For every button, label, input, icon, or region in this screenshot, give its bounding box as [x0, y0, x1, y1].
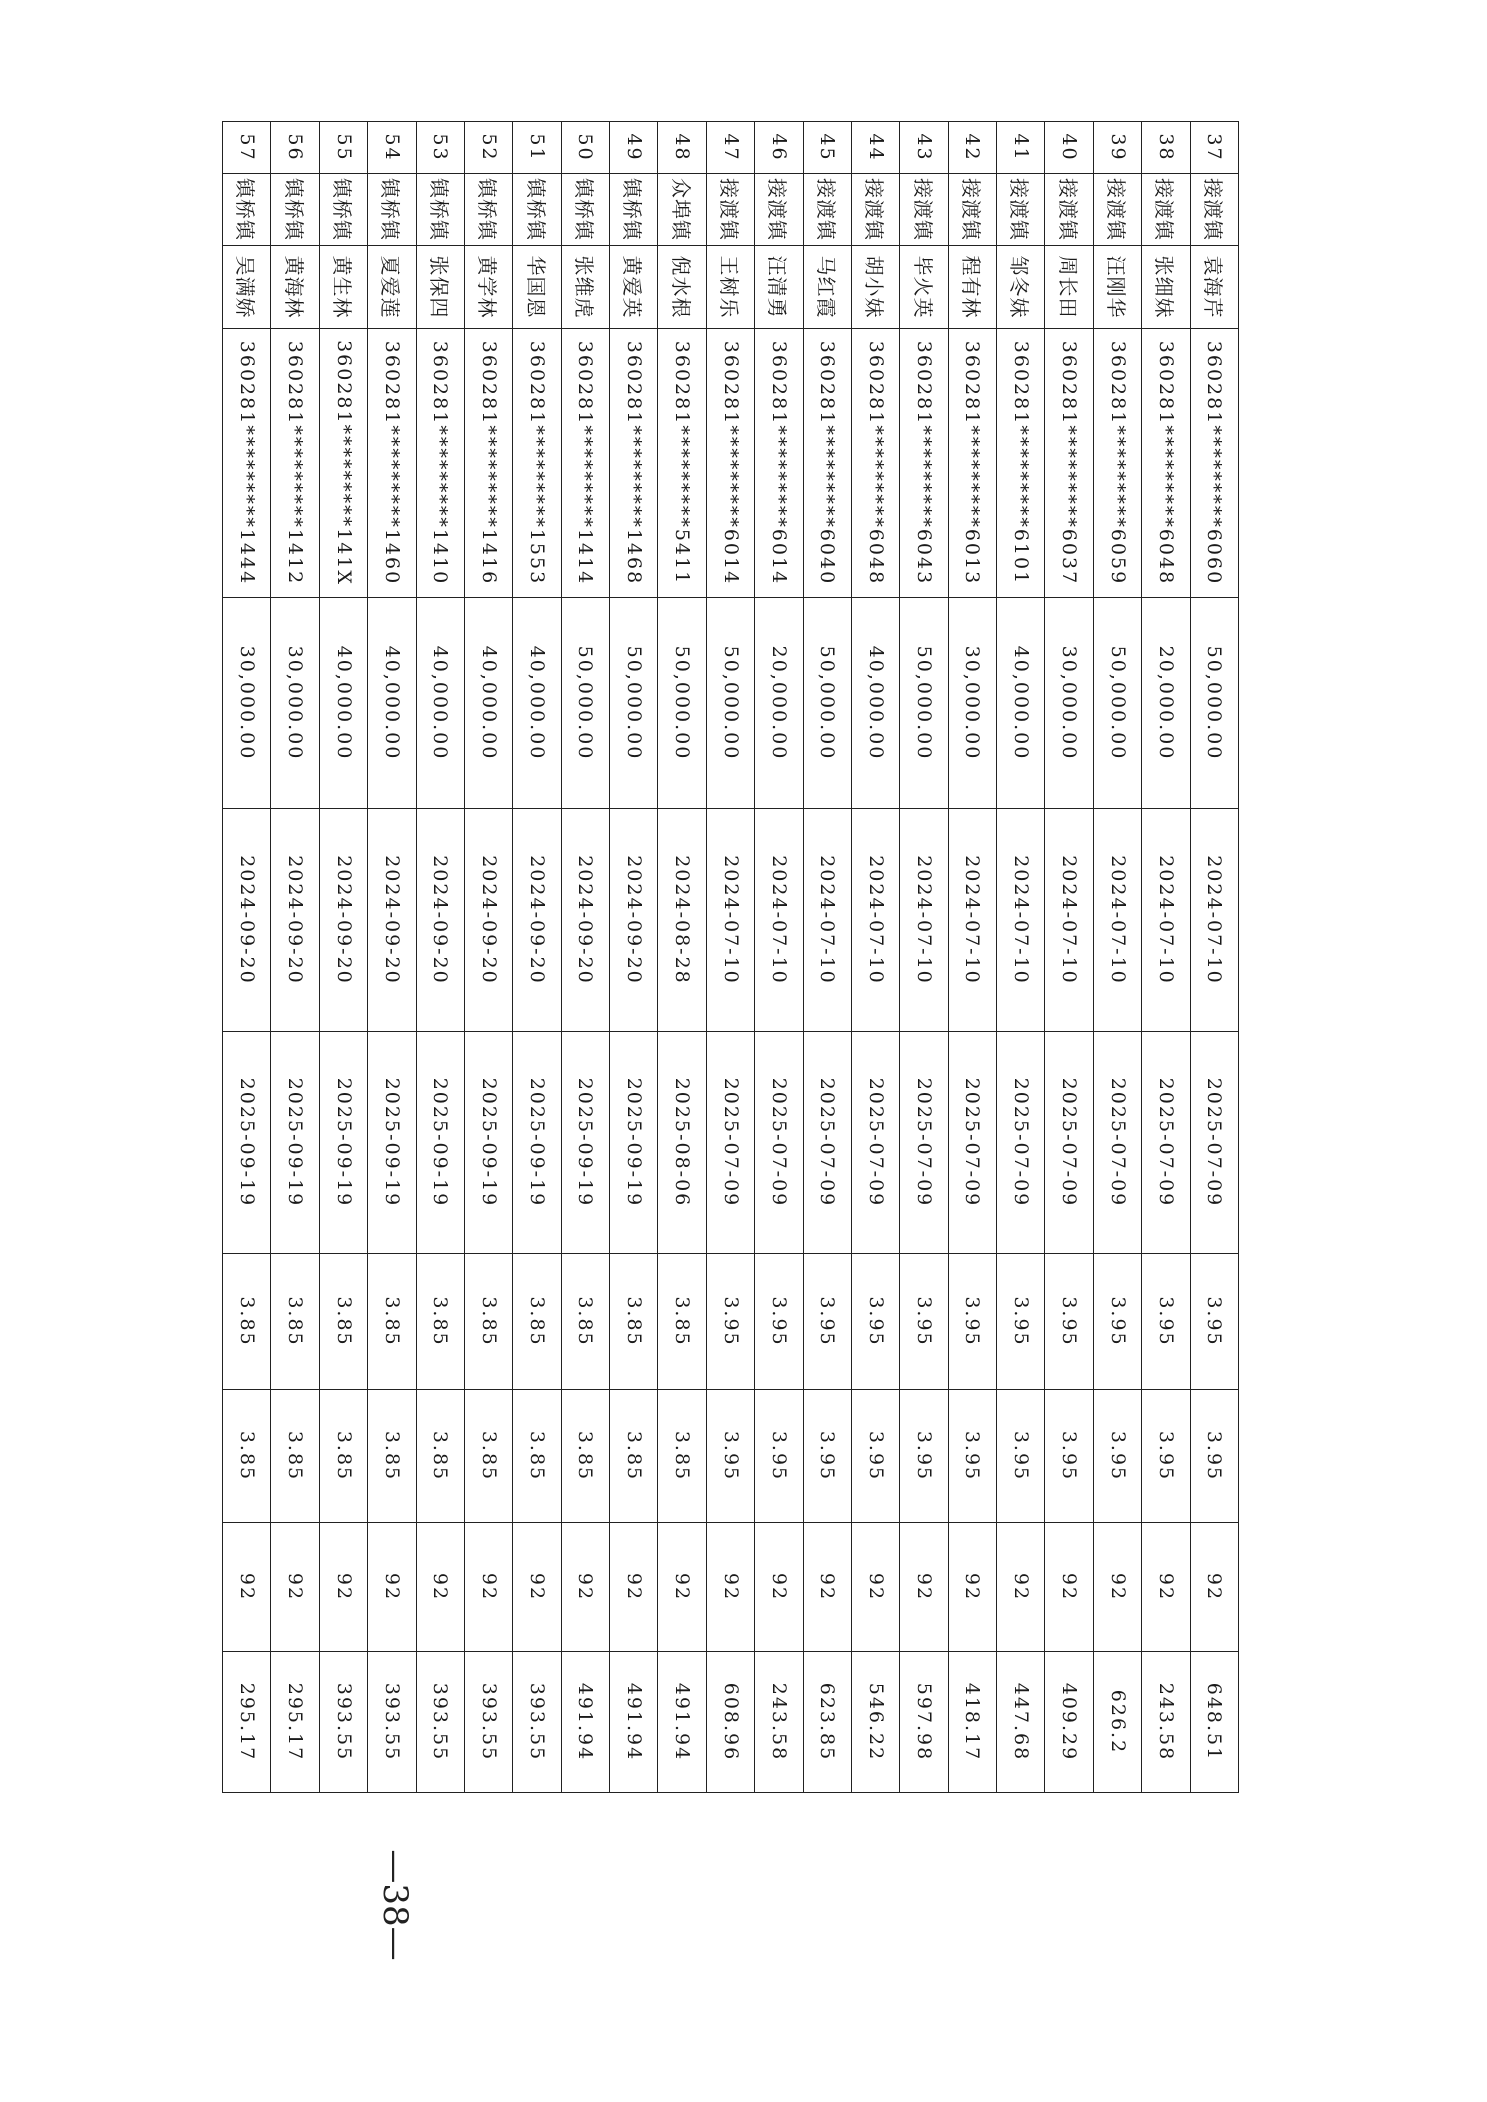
cell-name: 王树乐 — [706, 246, 754, 329]
cell-town: 众埠镇 — [658, 174, 706, 246]
cell-row-number: 44 — [852, 122, 900, 174]
cell-rate-b: 3.85 — [319, 1390, 367, 1523]
cell-rate-a: 3.95 — [1142, 1254, 1190, 1390]
cell-id-number: 360281*********6037 — [1045, 329, 1093, 598]
cell-rate-b: 3.85 — [658, 1390, 706, 1523]
cell-end-date: 2025-08-06 — [658, 1032, 706, 1254]
cell-subsidy: 491.94 — [561, 1652, 609, 1793]
cell-start-date: 2024-07-10 — [706, 809, 754, 1032]
cell-town: 接渡镇 — [1045, 174, 1093, 246]
cell-start-date: 2024-09-20 — [465, 809, 513, 1032]
cell-row-number: 50 — [561, 122, 609, 174]
table-row — [271, 122, 319, 1793]
cell-id-number: 360281*********1414 — [561, 329, 609, 598]
cell-name: 汪刚华 — [1093, 246, 1141, 329]
cell-ratio: 92 — [465, 1523, 513, 1652]
cell-rate-a: 3.95 — [755, 1254, 803, 1390]
cell-end-date: 2025-09-19 — [561, 1032, 609, 1254]
cell-start-date: 2024-07-10 — [1093, 809, 1141, 1032]
cell-end-date: 2025-09-19 — [465, 1032, 513, 1254]
table-row — [513, 122, 561, 1793]
cell-rate-a: 3.95 — [1093, 1254, 1141, 1390]
cell-town: 镇桥镇 — [465, 174, 513, 246]
cell-name: 袁海芹 — [1190, 246, 1238, 329]
cell-rate-b: 3.95 — [997, 1390, 1045, 1523]
cell-town: 镇桥镇 — [271, 174, 319, 246]
cell-id-number: 360281*********1416 — [465, 329, 513, 598]
cell-subsidy: 447.68 — [997, 1652, 1045, 1793]
cell-id-number: 360281*********1468 — [610, 329, 658, 598]
cell-town: 接渡镇 — [1093, 174, 1141, 246]
cell-subsidy: 393.55 — [319, 1652, 367, 1793]
cell-rate-b: 3.95 — [1142, 1390, 1190, 1523]
cell-subsidy: 295.17 — [271, 1652, 319, 1793]
cell-end-date: 2025-09-19 — [223, 1032, 272, 1254]
cell-rate-a: 3.95 — [706, 1254, 754, 1390]
cell-loan-amount: 40,000.00 — [513, 598, 561, 809]
cell-start-date: 2024-08-28 — [658, 809, 706, 1032]
cell-id-number: 360281*********141X — [319, 329, 367, 598]
cell-start-date: 2024-09-20 — [368, 809, 416, 1032]
cell-name: 程有林 — [948, 246, 996, 329]
cell-town: 接渡镇 — [900, 174, 948, 246]
cell-town: 接渡镇 — [948, 174, 996, 246]
cell-rate-a: 3.85 — [610, 1254, 658, 1390]
cell-row-number: 51 — [513, 122, 561, 174]
cell-id-number: 360281*********6043 — [900, 329, 948, 598]
cell-town: 接渡镇 — [706, 174, 754, 246]
cell-row-number: 49 — [610, 122, 658, 174]
table-row — [900, 122, 948, 1793]
cell-start-date: 2024-09-20 — [561, 809, 609, 1032]
cell-ratio: 92 — [1093, 1523, 1141, 1652]
cell-start-date: 2024-07-10 — [1142, 809, 1190, 1032]
cell-loan-amount: 30,000.00 — [223, 598, 272, 809]
cell-ratio: 92 — [561, 1523, 609, 1652]
cell-ratio: 92 — [1045, 1523, 1093, 1652]
cell-start-date: 2024-07-10 — [1190, 809, 1238, 1032]
cell-end-date: 2025-07-09 — [1045, 1032, 1093, 1254]
subsidy-table — [222, 121, 1239, 1793]
cell-subsidy: 491.94 — [610, 1652, 658, 1793]
cell-ratio: 92 — [610, 1523, 658, 1652]
cell-loan-amount: 30,000.00 — [1045, 598, 1093, 809]
cell-rate-a: 3.85 — [319, 1254, 367, 1390]
cell-name: 邹冬妹 — [997, 246, 1045, 329]
cell-loan-amount: 20,000.00 — [1142, 598, 1190, 809]
cell-ratio: 92 — [852, 1523, 900, 1652]
cell-end-date: 2025-09-19 — [368, 1032, 416, 1254]
cell-row-number: 52 — [465, 122, 513, 174]
cell-rate-a: 3.95 — [997, 1254, 1045, 1390]
cell-start-date: 2024-07-10 — [997, 809, 1045, 1032]
cell-end-date: 2025-09-19 — [416, 1032, 464, 1254]
table-row — [1045, 122, 1093, 1793]
cell-id-number: 360281*********6013 — [948, 329, 996, 598]
cell-name: 夏爱莲 — [368, 246, 416, 329]
table-row — [706, 122, 754, 1793]
cell-subsidy: 393.55 — [513, 1652, 561, 1793]
table-row — [755, 122, 803, 1793]
cell-rate-a: 3.85 — [271, 1254, 319, 1390]
cell-loan-amount: 40,000.00 — [852, 598, 900, 809]
cell-end-date: 2025-09-19 — [319, 1032, 367, 1254]
cell-loan-amount: 30,000.00 — [271, 598, 319, 809]
cell-id-number: 360281*********1553 — [513, 329, 561, 598]
cell-ratio: 92 — [755, 1523, 803, 1652]
cell-ratio: 92 — [513, 1523, 561, 1652]
cell-subsidy: 243.58 — [1142, 1652, 1190, 1793]
cell-row-number: 41 — [997, 122, 1045, 174]
cell-ratio: 92 — [1190, 1523, 1238, 1652]
cell-ratio: 92 — [1142, 1523, 1190, 1652]
cell-rate-b: 3.95 — [852, 1390, 900, 1523]
cell-row-number: 39 — [1093, 122, 1141, 174]
cell-subsidy: 393.55 — [416, 1652, 464, 1793]
cell-subsidy: 295.17 — [223, 1652, 272, 1793]
cell-town: 接渡镇 — [803, 174, 851, 246]
cell-subsidy: 393.55 — [368, 1652, 416, 1793]
table-row — [1142, 122, 1190, 1793]
cell-name: 黄爱英 — [610, 246, 658, 329]
cell-ratio: 92 — [706, 1523, 754, 1652]
cell-start-date: 2024-07-10 — [755, 809, 803, 1032]
cell-name: 张维虎 — [561, 246, 609, 329]
cell-end-date: 2025-07-09 — [1190, 1032, 1238, 1254]
cell-name: 张保四 — [416, 246, 464, 329]
cell-rate-a: 3.95 — [803, 1254, 851, 1390]
cell-end-date: 2025-07-09 — [948, 1032, 996, 1254]
cell-name: 倪水根 — [658, 246, 706, 329]
table-row — [561, 122, 609, 1793]
cell-loan-amount: 40,000.00 — [416, 598, 464, 809]
cell-id-number: 360281*********1412 — [271, 329, 319, 598]
cell-rate-b: 3.85 — [368, 1390, 416, 1523]
cell-subsidy: 491.94 — [658, 1652, 706, 1793]
cell-row-number: 56 — [271, 122, 319, 174]
cell-end-date: 2025-07-09 — [755, 1032, 803, 1254]
cell-ratio: 92 — [997, 1523, 1045, 1652]
cell-name: 毕火英 — [900, 246, 948, 329]
cell-rate-a: 3.95 — [1190, 1254, 1238, 1390]
cell-name: 胡小妹 — [852, 246, 900, 329]
cell-rate-b: 3.95 — [706, 1390, 754, 1523]
cell-end-date: 2025-07-09 — [900, 1032, 948, 1254]
cell-name: 张细妹 — [1142, 246, 1190, 329]
cell-end-date: 2025-07-09 — [997, 1032, 1045, 1254]
cell-loan-amount: 20,000.00 — [755, 598, 803, 809]
table-row — [1190, 122, 1238, 1793]
cell-rate-a: 3.95 — [900, 1254, 948, 1390]
cell-ratio: 92 — [368, 1523, 416, 1652]
cell-rate-a: 3.85 — [465, 1254, 513, 1390]
cell-rate-b: 3.85 — [416, 1390, 464, 1523]
cell-start-date: 2024-07-10 — [948, 809, 996, 1032]
cell-rate-b: 3.95 — [1190, 1390, 1238, 1523]
cell-start-date: 2024-09-20 — [610, 809, 658, 1032]
cell-id-number: 360281*********6059 — [1093, 329, 1141, 598]
cell-end-date: 2025-07-09 — [852, 1032, 900, 1254]
table-row — [803, 122, 851, 1793]
cell-rate-b: 3.95 — [803, 1390, 851, 1523]
cell-town: 镇桥镇 — [223, 174, 272, 246]
cell-row-number: 43 — [900, 122, 948, 174]
cell-loan-amount: 50,000.00 — [1190, 598, 1238, 809]
cell-start-date: 2024-07-10 — [803, 809, 851, 1032]
cell-row-number: 47 — [706, 122, 754, 174]
cell-town: 镇桥镇 — [610, 174, 658, 246]
cell-subsidy: 608.96 — [706, 1652, 754, 1793]
cell-id-number: 360281*********6014 — [706, 329, 754, 598]
table-body — [223, 122, 1239, 1793]
cell-rate-b: 3.85 — [610, 1390, 658, 1523]
cell-id-number: 360281*********6060 — [1190, 329, 1238, 598]
cell-subsidy: 623.85 — [803, 1652, 851, 1793]
table-row — [1093, 122, 1141, 1793]
cell-id-number: 360281*********6014 — [755, 329, 803, 598]
cell-id-number: 360281*********5411 — [658, 329, 706, 598]
cell-rate-b: 3.95 — [900, 1390, 948, 1523]
cell-id-number: 360281*********6048 — [852, 329, 900, 598]
cell-start-date: 2024-07-10 — [900, 809, 948, 1032]
cell-loan-amount: 50,000.00 — [561, 598, 609, 809]
cell-row-number: 53 — [416, 122, 464, 174]
cell-rate-a: 3.85 — [223, 1254, 272, 1390]
cell-ratio: 92 — [416, 1523, 464, 1652]
cell-id-number: 360281*********6040 — [803, 329, 851, 598]
cell-row-number: 45 — [803, 122, 851, 174]
cell-rate-a: 3.85 — [416, 1254, 464, 1390]
cell-town: 镇桥镇 — [513, 174, 561, 246]
cell-end-date: 2025-09-19 — [271, 1032, 319, 1254]
cell-id-number: 360281*********6048 — [1142, 329, 1190, 598]
cell-loan-amount: 40,000.00 — [368, 598, 416, 809]
cell-town: 接渡镇 — [1190, 174, 1238, 246]
table-row — [319, 122, 367, 1793]
cell-subsidy: 393.55 — [465, 1652, 513, 1793]
cell-ratio: 92 — [223, 1523, 272, 1652]
cell-rate-b: 3.85 — [223, 1390, 272, 1523]
cell-subsidy: 626.2 — [1093, 1652, 1141, 1793]
cell-subsidy: 243.58 — [755, 1652, 803, 1793]
cell-start-date: 2024-07-10 — [852, 809, 900, 1032]
cell-town: 镇桥镇 — [561, 174, 609, 246]
cell-end-date: 2025-09-19 — [513, 1032, 561, 1254]
cell-loan-amount: 30,000.00 — [948, 598, 996, 809]
table-row — [658, 122, 706, 1793]
table-row — [852, 122, 900, 1793]
cell-town: 镇桥镇 — [368, 174, 416, 246]
cell-loan-amount: 50,000.00 — [610, 598, 658, 809]
cell-town: 接渡镇 — [997, 174, 1045, 246]
cell-rate-b: 3.85 — [513, 1390, 561, 1523]
subsidy-table-container — [222, 121, 1239, 1792]
cell-rate-b: 3.85 — [465, 1390, 513, 1523]
cell-name: 吴满娇 — [223, 246, 272, 329]
cell-subsidy: 597.98 — [900, 1652, 948, 1793]
cell-town: 接渡镇 — [755, 174, 803, 246]
cell-rate-b: 3.95 — [948, 1390, 996, 1523]
cell-end-date: 2025-09-19 — [610, 1032, 658, 1254]
cell-id-number: 360281*********1410 — [416, 329, 464, 598]
cell-loan-amount: 40,000.00 — [465, 598, 513, 809]
cell-id-number: 360281*********1460 — [368, 329, 416, 598]
page-number: —38— — [375, 1849, 415, 1961]
cell-ratio: 92 — [900, 1523, 948, 1652]
cell-end-date: 2025-07-09 — [706, 1032, 754, 1254]
cell-loan-amount: 50,000.00 — [900, 598, 948, 809]
cell-name: 黄学林 — [465, 246, 513, 329]
table-row — [223, 122, 272, 1793]
table-row — [610, 122, 658, 1793]
table-row — [997, 122, 1045, 1793]
cell-rate-b: 3.85 — [271, 1390, 319, 1523]
cell-start-date: 2024-09-20 — [513, 809, 561, 1032]
cell-rate-a: 3.95 — [852, 1254, 900, 1390]
cell-name: 黄生林 — [319, 246, 367, 329]
cell-start-date: 2024-09-20 — [271, 809, 319, 1032]
cell-id-number: 360281*********6101 — [997, 329, 1045, 598]
cell-town: 镇桥镇 — [416, 174, 464, 246]
cell-subsidy: 648.51 — [1190, 1652, 1238, 1793]
cell-subsidy: 546.22 — [852, 1652, 900, 1793]
cell-loan-amount: 40,000.00 — [997, 598, 1045, 809]
cell-ratio: 92 — [319, 1523, 367, 1652]
cell-rate-b: 3.95 — [1045, 1390, 1093, 1523]
cell-loan-amount: 50,000.00 — [658, 598, 706, 809]
cell-start-date: 2024-09-20 — [416, 809, 464, 1032]
cell-row-number: 42 — [948, 122, 996, 174]
cell-rate-b: 3.95 — [755, 1390, 803, 1523]
cell-row-number: 46 — [755, 122, 803, 174]
cell-rate-a: 3.95 — [1045, 1254, 1093, 1390]
cell-row-number: 37 — [1190, 122, 1238, 174]
cell-row-number: 38 — [1142, 122, 1190, 174]
cell-row-number: 40 — [1045, 122, 1093, 174]
cell-rate-b: 3.85 — [561, 1390, 609, 1523]
cell-id-number: 360281*********1444 — [223, 329, 272, 598]
table-row — [465, 122, 513, 1793]
cell-town: 接渡镇 — [852, 174, 900, 246]
cell-rate-a: 3.95 — [948, 1254, 996, 1390]
cell-row-number: 48 — [658, 122, 706, 174]
cell-ratio: 92 — [948, 1523, 996, 1652]
cell-name: 华国恩 — [513, 246, 561, 329]
cell-town: 接渡镇 — [1142, 174, 1190, 246]
cell-ratio: 92 — [803, 1523, 851, 1652]
cell-end-date: 2025-07-09 — [1093, 1032, 1141, 1254]
table-row — [948, 122, 996, 1793]
cell-rate-a: 3.85 — [513, 1254, 561, 1390]
cell-loan-amount: 50,000.00 — [706, 598, 754, 809]
cell-start-date: 2024-07-10 — [1045, 809, 1093, 1032]
cell-name: 马红霞 — [803, 246, 851, 329]
cell-loan-amount: 50,000.00 — [803, 598, 851, 809]
cell-ratio: 92 — [271, 1523, 319, 1652]
cell-name: 汪清勇 — [755, 246, 803, 329]
cell-name: 周长田 — [1045, 246, 1093, 329]
cell-row-number: 57 — [223, 122, 272, 174]
cell-end-date: 2025-07-09 — [1142, 1032, 1190, 1254]
table-row — [416, 122, 464, 1793]
cell-loan-amount: 40,000.00 — [319, 598, 367, 809]
table-row — [368, 122, 416, 1793]
cell-rate-a: 3.85 — [368, 1254, 416, 1390]
cell-town: 镇桥镇 — [319, 174, 367, 246]
cell-ratio: 92 — [658, 1523, 706, 1652]
cell-name: 黄海林 — [271, 246, 319, 329]
cell-rate-b: 3.95 — [1093, 1390, 1141, 1523]
cell-subsidy: 418.17 — [948, 1652, 996, 1793]
cell-subsidy: 409.29 — [1045, 1652, 1093, 1793]
cell-row-number: 54 — [368, 122, 416, 174]
cell-row-number: 55 — [319, 122, 367, 174]
cell-rate-a: 3.85 — [658, 1254, 706, 1390]
cell-end-date: 2025-07-09 — [803, 1032, 851, 1254]
cell-start-date: 2024-09-20 — [223, 809, 272, 1032]
cell-start-date: 2024-09-20 — [319, 809, 367, 1032]
cell-loan-amount: 50,000.00 — [1093, 598, 1141, 809]
cell-rate-a: 3.85 — [561, 1254, 609, 1390]
